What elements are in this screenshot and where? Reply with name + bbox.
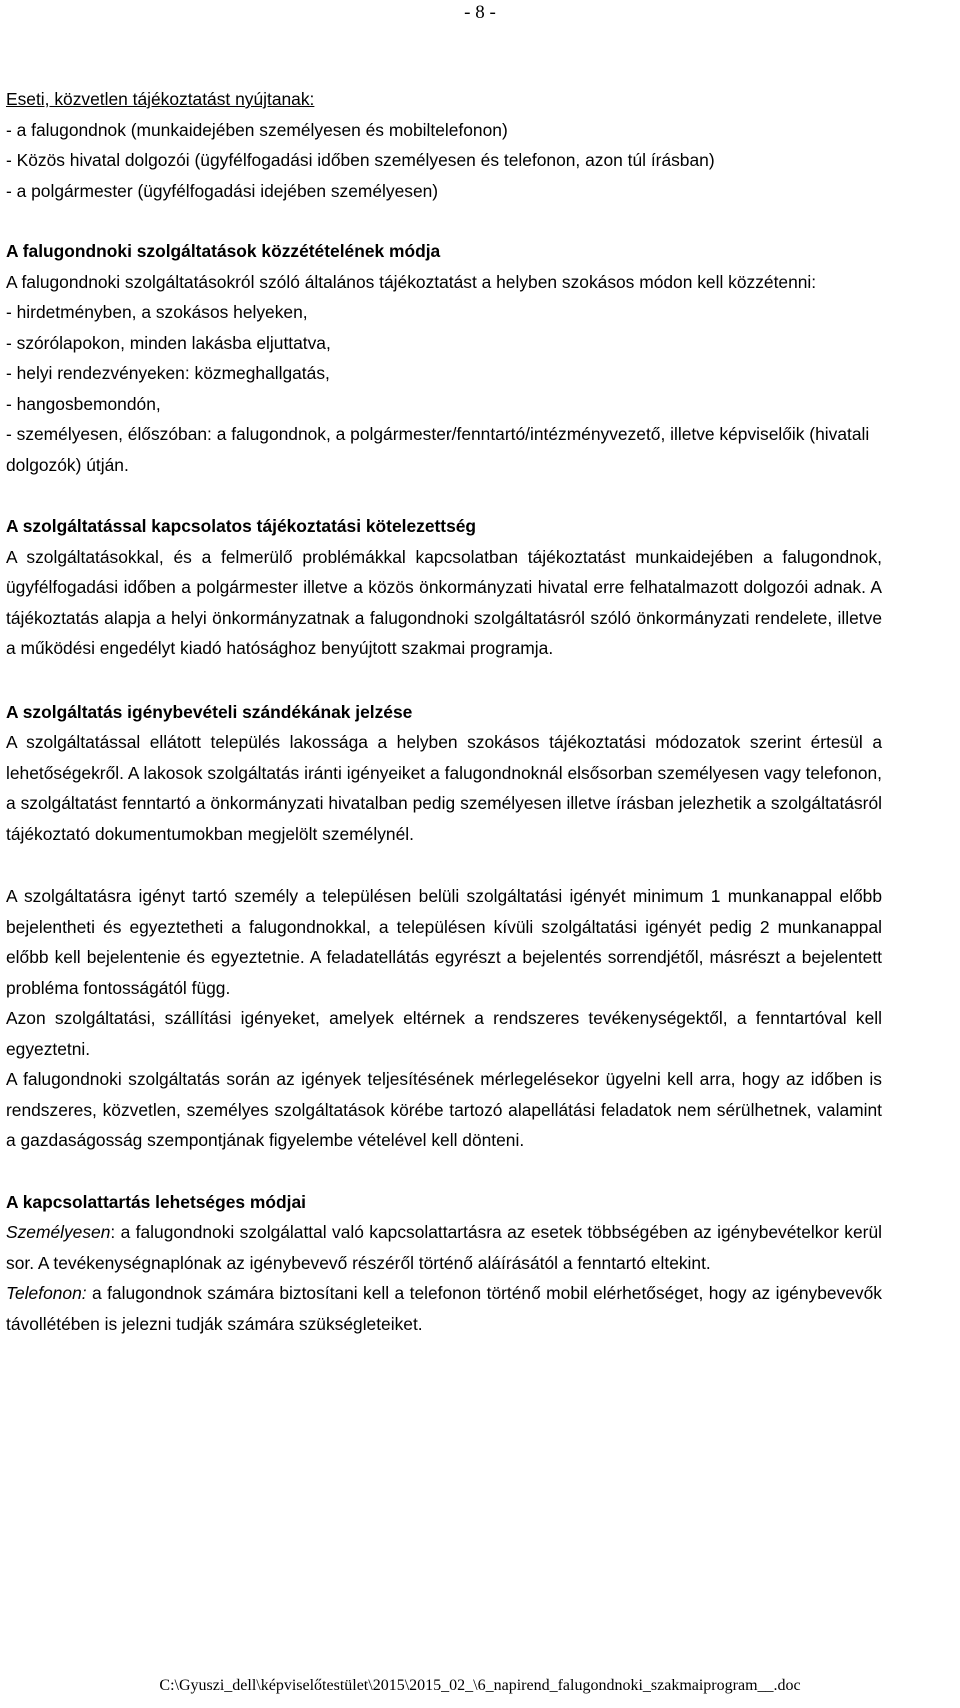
list-item: - hirdetményben, a szokásos helyeken, xyxy=(6,302,308,322)
section-publication xyxy=(6,236,882,480)
paragraph-rules-1: A szolgáltatásra igényt tartó személy a településen belüli szolgáltatási igényét minimum 1 munkanappal előbb bejelentheti és egyeztetheti a falugondnokkal, a településen kívüli szolgáltatási igényét pedig 2 munkanappal előbb kell bejelentenie és egyeztetnie. A feladatellátás egyrészt a bejelentés sorrendjétől, másrészt a bejelentett probléma fontosságától függ. xyxy=(6,886,882,998)
section-heading-request: A szolgáltatás igénybevételi szándékának jelzése xyxy=(6,701,413,722)
list-item: - Közös hivatal dolgozói (ügyfélfogadási időben személyesen és telefonon, azon túl írásban) xyxy=(6,150,715,170)
section-rules xyxy=(6,881,882,1156)
paragraph-rules-2: Azon szolgáltatási, szállítási igényeket, amelyek eltérnek a rendszeres tevékenységektől, a fenntartóval kell egyeztetni. xyxy=(6,1008,882,1059)
list-item: - szórólapokon, minden lakásba eljuttatva, xyxy=(6,332,331,353)
paragraph-obligation: A szolgáltatásokkal, és a felmerülő problémákkal kapcsolatban tájékoztatást munkaidejében a falugondnok, ügyfélfogadási időben a polgármester illetve a közös önkormányzati hivatal erre felhatalmazott dolgozói adnak. A tájékoztatás alapja a helyi önkormányzatnak a falugondnoki szolgáltatásról szóló önkormányzati rendelete, illetve a működési engedélyt kiadó hatósághoz benyújtott szakmai programja. xyxy=(6,546,882,658)
channel-text-personal: : a falugondnoki szolgálattal való kapcsolattartásra az esetek többségében az igénybevételkor kerül sor. A tevékenységnaplónak az igénybevevő részéről történő aláírásától a fenntartó eltekint. xyxy=(6,1222,882,1273)
paragraph-request: A szolgáltatással ellátott település lakossága a helyben szokásos tájékoztatási módozatok szerint értesül a lehetőségekről. A lakosok szolgáltatás iránti igényeiket a falugondnoknál elsősorban személyesen vagy telefonon, a szolgáltatást fenntartó a önkormányzati hivatalban pedig személyesen illetve írásban jelezhetik a szolgáltatásról tájékoztató dokumentumokban megjelölt személynél. xyxy=(6,732,882,844)
section-contact xyxy=(6,84,882,206)
paragraph-publication-intro: A falugondnoki szolgáltatásokról szóló általános tájékoztatást a helyben szokásos módon kell közzétenni: xyxy=(6,271,817,292)
section-heading-obligation: A szolgáltatással kapcsolatos tájékoztatási kötelezettség xyxy=(6,516,477,536)
page-number: - 8 - xyxy=(464,2,496,23)
channel-label-phone: Telefonon: xyxy=(6,1283,87,1303)
section-channels xyxy=(6,1187,882,1340)
list-item: - a falugondnok (munkaidejében személyesen és mobiltelefonon) xyxy=(6,119,508,140)
list-item: - hangosbemondón, xyxy=(6,393,161,414)
list-item: - helyi rendezvényeken: közmeghallgatás, xyxy=(6,363,330,383)
document-body xyxy=(6,84,882,1339)
list-item: - személyesen, élőszóban: a falugondnok, a polgármester/fenntartó/intézményvezető, illetve képviselőik (hivatali dolgozók) útján. xyxy=(6,424,870,475)
paragraph-channel-phone xyxy=(6,1278,882,1339)
channel-text-phone: a falugondnok számára biztosítani kell a telefonon történő mobil elérhetőséget, hogy az igénybevevők távollétében is jelezni tudják számára szükségleteiket. xyxy=(6,1283,882,1334)
paragraph-channel-personal xyxy=(6,1217,882,1278)
section-heading-contact: Eseti, közvetlen tájékoztatást nyújtanak: xyxy=(6,89,315,109)
section-request xyxy=(6,697,882,850)
section-obligation xyxy=(6,511,882,664)
footer-file-path: C:\Gyuszi_dell\képviselőtestület\2015\2015_02_\6_napirend_falugondnoki_szakmaiprogram__.doc xyxy=(159,1677,801,1694)
channel-label-personal: Személyesen xyxy=(6,1222,111,1242)
paragraph-rules-3: A falugondnoki szolgáltatás során az igények teljesítésének mérlegelésekor ügyelni kell arra, hogy az időben is rendszeres, közvetlen, személyes szolgáltatások körébe tartozó alapellátási feladatok nem sérülhetnek, valamint a gazdaságosság szempontjának figyelembe vételével kell dönteni. xyxy=(6,1069,882,1150)
list-item: - a polgármester (ügyfélfogadási idejében személyesen) xyxy=(6,180,439,201)
section-heading-channels: A kapcsolattartás lehetséges módjai xyxy=(6,1191,306,1212)
section-heading-publication: A falugondnoki szolgáltatások közzétételének módja xyxy=(6,241,441,261)
